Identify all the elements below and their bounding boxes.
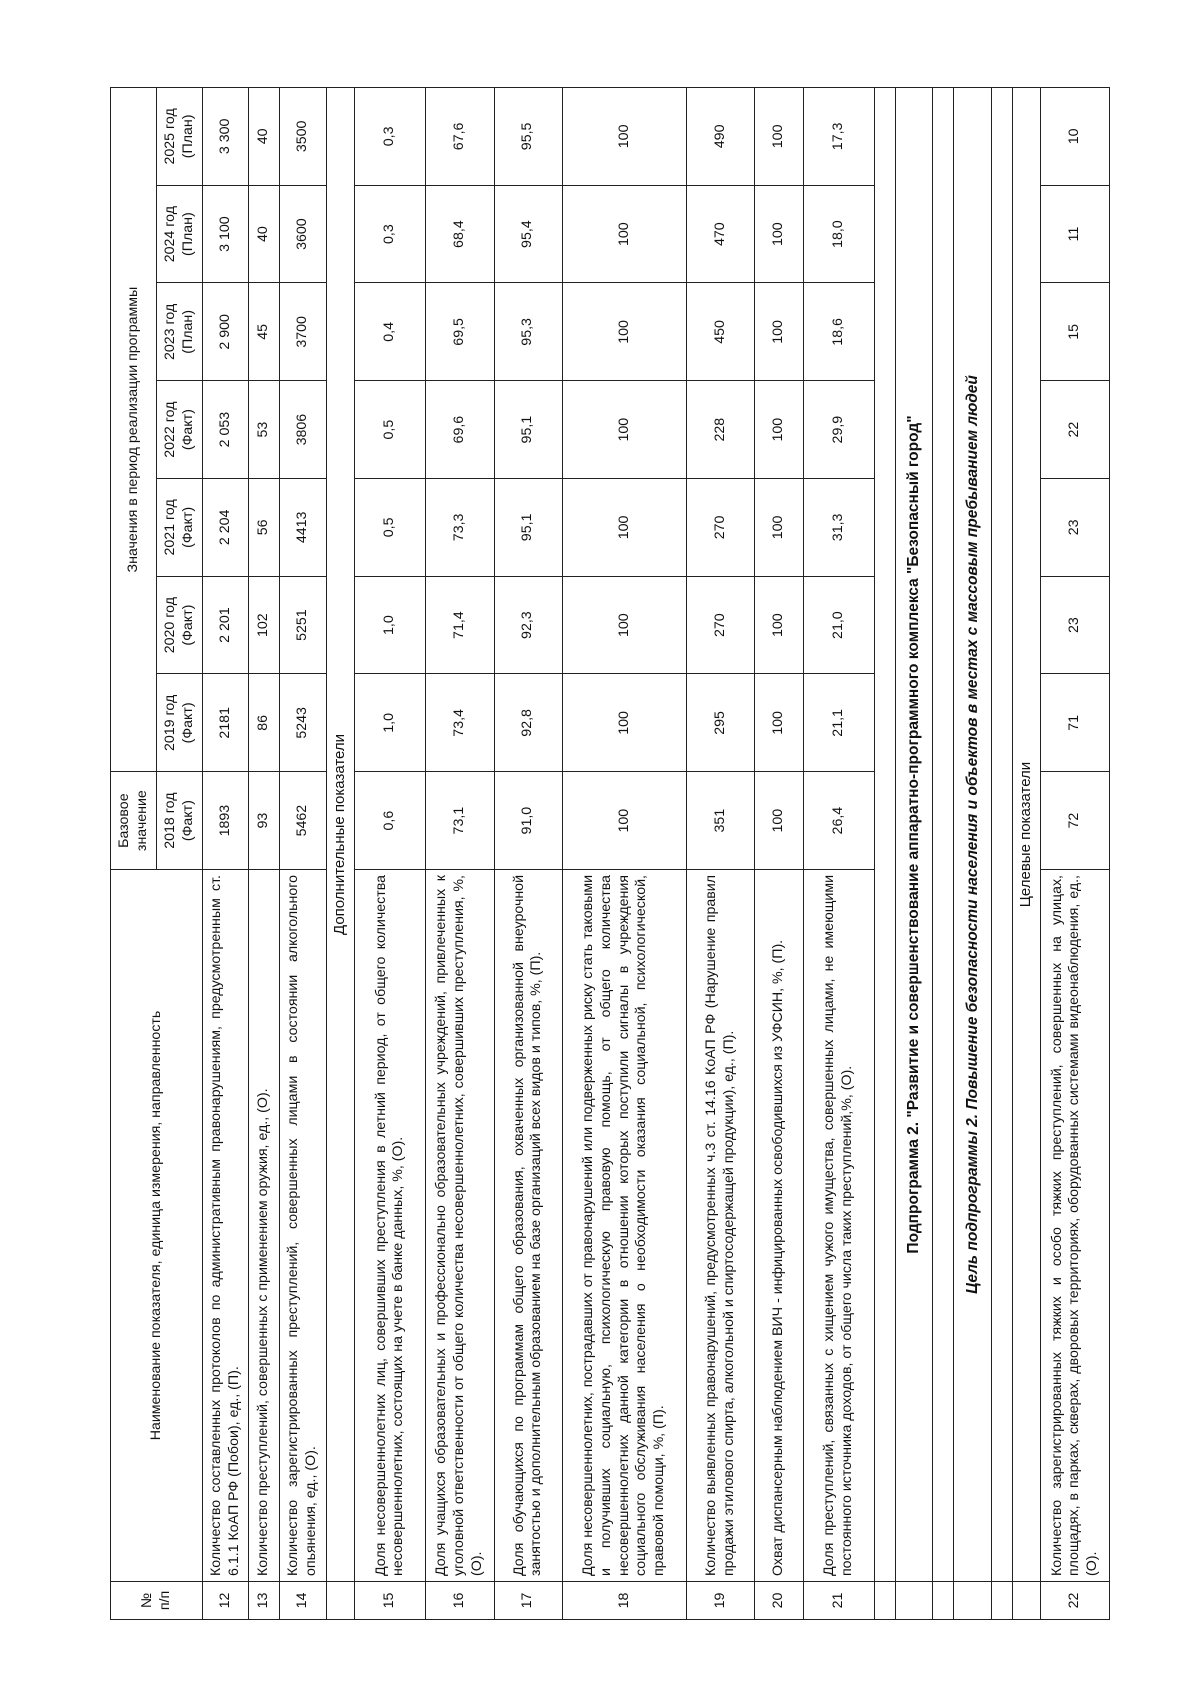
indicator-value: 95,5 [494, 87, 562, 185]
indicator-name: Доля несовершеннолетних лиц, совершивших преступления в летний период, от общего количества несовершеннолетних, состоящих на учете в банке данных, %, (О). [355, 870, 426, 1582]
indicator-value: 3600 [280, 185, 326, 283]
subprogram-goal: Цель подпрограммы 2. Повышение безопасности населения и объектов в местах с массовым пребыванием людей [954, 87, 992, 1581]
indicator-name: Количество зарегистрированных преступлений, совершенных лицами в состоянии алкогольного опьянения, ед., (О). [280, 870, 326, 1582]
indicator-value: 0,3 [355, 185, 426, 283]
row-number: 15 [355, 1582, 426, 1620]
indicator-value: 100 [755, 87, 804, 185]
indicator-value: 53 [249, 381, 280, 479]
section-title-additional-row [326, 87, 355, 1619]
indicator-value: 3 300 [203, 87, 249, 185]
indicator-value: 100 [563, 576, 687, 674]
table-row [1041, 87, 1110, 1619]
indicator-value: 2 053 [203, 381, 249, 479]
indicator-value: 0,3 [355, 87, 426, 185]
indicator-value: 10 [1041, 87, 1110, 185]
indicator-value: 0,5 [355, 479, 426, 577]
indicator-value: 95,1 [494, 381, 562, 479]
indicator-value: 93 [249, 772, 280, 870]
indicator-value: 95,1 [494, 479, 562, 577]
table-row [686, 87, 754, 1619]
table-row [426, 87, 494, 1619]
section-title-additional: Дополнительные показатели [326, 87, 355, 1581]
indicator-value: 270 [686, 479, 754, 577]
indicator-value: 0,6 [355, 772, 426, 870]
indicator-name: Охват диспансерным наблюдением ВИЧ - инфицированных освободившихся из УФСИН, %, (П). [755, 870, 804, 1582]
indicator-value: 102 [249, 576, 280, 674]
subprogram-title: Подпрограмма 2. "Развитие и совершенствование аппаратно-программного комплекса "Безопасный город" [895, 87, 933, 1581]
indicator-value: 4413 [280, 479, 326, 577]
indicator-value: 100 [563, 283, 687, 381]
indicator-value: 22 [1041, 381, 1110, 479]
indicator-value: 23 [1041, 479, 1110, 577]
indicator-value: 100 [755, 381, 804, 479]
indicator-value: 95,3 [494, 283, 562, 381]
indicator-value: 100 [563, 381, 687, 479]
spacer-row [933, 87, 954, 1619]
header-base-value: Базовое значение [111, 772, 157, 870]
indicator-value: 228 [686, 381, 754, 479]
rotated-page [110, 88, 1110, 1620]
row-number: 18 [563, 1582, 687, 1620]
row-number: 12 [203, 1582, 249, 1620]
header-year: 2022 год (Факт) [157, 381, 203, 479]
indicator-value: 73,1 [426, 772, 494, 870]
indicator-name: Количество выявленных правонарушений, предусмотренных ч.3 ст. 14.16 КоАП РФ (Нарушение правил продажи этилового спирта, алкогольной и спиртосодержащей продукции), ед., (П). [686, 870, 754, 1582]
section-title-target-row [1012, 87, 1041, 1619]
indicator-value: 351 [686, 772, 754, 870]
indicator-value: 1,0 [355, 576, 426, 674]
indicator-value: 72 [1041, 772, 1110, 870]
indicator-value: 69,5 [426, 283, 494, 381]
indicator-value: 18,6 [803, 283, 874, 381]
row-number: 17 [494, 1582, 562, 1620]
table-row [755, 87, 804, 1619]
indicator-value: 40 [249, 87, 280, 185]
table-row [563, 87, 687, 1619]
indicator-value: 295 [686, 674, 754, 772]
row-number: 20 [755, 1582, 804, 1620]
blank-cell [895, 1582, 933, 1620]
table-row [280, 87, 326, 1619]
header-num: № п/п [111, 1582, 203, 1620]
indicator-value: 86 [249, 674, 280, 772]
header-period-values: Значения в период реализации программы [111, 87, 157, 771]
indicator-value: 3 100 [203, 185, 249, 283]
indicator-value: 18,0 [803, 185, 874, 283]
header-year: 2024 год (План) [157, 185, 203, 283]
indicator-value: 100 [563, 185, 687, 283]
indicator-value: 45 [249, 283, 280, 381]
subprogram-goal-row [954, 87, 992, 1619]
indicator-value: 100 [755, 479, 804, 577]
indicator-value: 0,4 [355, 283, 426, 381]
indicator-value: 100 [563, 674, 687, 772]
indicator-value: 1893 [203, 772, 249, 870]
indicator-value: 17,3 [803, 87, 874, 185]
indicator-value: 100 [755, 283, 804, 381]
indicator-value: 15 [1041, 283, 1110, 381]
indicator-value: 71 [1041, 674, 1110, 772]
indicator-value: 100 [563, 87, 687, 185]
indicator-value: 91,0 [494, 772, 562, 870]
indicator-value: 1,0 [355, 674, 426, 772]
indicator-value: 5462 [280, 772, 326, 870]
spacer-row [991, 87, 1012, 1619]
indicator-value: 3700 [280, 283, 326, 381]
indicator-name: Доля обучающихся по программам общего образования, охваченных организованной внеурочной занятостью и дополнительным образованием на базе организаций всех видов и типов, %, (П). [494, 870, 562, 1582]
table-row [355, 87, 426, 1619]
indicator-value: 69,6 [426, 381, 494, 479]
header-year: 2019 год (Факт) [157, 674, 203, 772]
table-row [803, 87, 874, 1619]
subprogram-title-row [895, 87, 933, 1619]
indicator-name: Доля учащихся образовательных и профессионально образовательных учреждений, привлеченных к уголовной ответственности от общего количества несовершеннолетних, совершивших преступления, %, (О). [426, 870, 494, 1582]
indicator-value: 73,3 [426, 479, 494, 577]
indicator-value: 56 [249, 479, 280, 577]
indicator-value: 21,0 [803, 576, 874, 674]
indicator-value: 71,4 [426, 576, 494, 674]
indicator-value: 3500 [280, 87, 326, 185]
indicator-value: 95,4 [494, 185, 562, 283]
indicator-value: 0,5 [355, 381, 426, 479]
indicator-value: 450 [686, 283, 754, 381]
row-number: 13 [249, 1582, 280, 1620]
table-row [249, 87, 280, 1619]
indicator-value: 31,3 [803, 479, 874, 577]
indicator-value: 5251 [280, 576, 326, 674]
header-year: 2025 год (План) [157, 87, 203, 185]
indicator-value: 2 201 [203, 576, 249, 674]
indicator-value: 29,9 [803, 381, 874, 479]
header-name: Наименование показателя, единица измерения, направленность [111, 870, 203, 1582]
indicator-value: 2181 [203, 674, 249, 772]
indicator-value: 100 [563, 772, 687, 870]
indicator-value: 2 900 [203, 283, 249, 381]
indicator-value: 2 204 [203, 479, 249, 577]
indicator-value: 5243 [280, 674, 326, 772]
indicator-value: 100 [755, 185, 804, 283]
indicator-value: 3806 [280, 381, 326, 479]
indicator-name: Доля преступлений, связанных с хищением чужого имущества, совершенных лицами, не имеющими постоянного источника доходов, от общего числа таких преступлений,%, (О). [803, 870, 874, 1582]
indicator-value: 100 [755, 674, 804, 772]
indicator-name: Доля несовершеннолетних, пострадавших от правонарушений или подверженных риску стать таковыми и получивших социальную, психологическую правовую помощь, от общего количества несовершеннолетних данной категории в отношении которых поступили сигналы в учреждения социального обслуживания населения о необходимости оказания социальной, психологической, правовой помощи, %, (П). [563, 870, 687, 1582]
indicator-value: 11 [1041, 185, 1110, 283]
section-title-target: Целевые показатели [1012, 87, 1041, 1581]
header-year: 2020 год (Факт) [157, 576, 203, 674]
indicator-value: 67,6 [426, 87, 494, 185]
row-number: 21 [803, 1582, 874, 1620]
blank-cell [933, 1582, 954, 1620]
indicator-value: 73,4 [426, 674, 494, 772]
indicator-value: 100 [755, 576, 804, 674]
indicator-value: 92,3 [494, 576, 562, 674]
indicator-value: 100 [755, 772, 804, 870]
indicator-value: 40 [249, 185, 280, 283]
row-number: 14 [280, 1582, 326, 1620]
blank-cell [1012, 1582, 1041, 1620]
blank-cell [874, 87, 895, 1581]
row-number: 22 [1041, 1582, 1110, 1620]
blank-cell [326, 1582, 355, 1620]
blank-cell [991, 87, 1012, 1581]
indicator-value: 470 [686, 185, 754, 283]
blank-cell [933, 87, 954, 1581]
row-number: 16 [426, 1582, 494, 1620]
indicator-value: 68,4 [426, 185, 494, 283]
table-row [203, 87, 249, 1619]
indicator-value: 92,8 [494, 674, 562, 772]
spacer-row [874, 87, 895, 1619]
indicator-value: 26,4 [803, 772, 874, 870]
indicator-value: 490 [686, 87, 754, 185]
indicator-value: 23 [1041, 576, 1110, 674]
row-number: 19 [686, 1582, 754, 1620]
indicator-value: 270 [686, 576, 754, 674]
blank-cell [991, 1582, 1012, 1620]
indicator-value: 21,1 [803, 674, 874, 772]
indicator-name: Количество преступлений, совершенных с применением оружия, ед., (О). [249, 870, 280, 1582]
header-year: 2021 год (Факт) [157, 479, 203, 577]
indicator-value: 100 [563, 479, 687, 577]
table-row [494, 87, 562, 1619]
header-year: 2018 год (Факт) [157, 772, 203, 870]
blank-cell [874, 1582, 895, 1620]
indicators-table [110, 87, 1110, 1620]
header-year: 2023 год (План) [157, 283, 203, 381]
indicator-name: Количество составленных протоколов по административным правонарушениям, предусмотренным ст. 6.1.1 КоАП РФ (Побои), ед., (П). [203, 870, 249, 1582]
indicator-name: Количество зарегистрированных тяжких и особо тяжких преступлений, совершенных на улицах, площадях, в парках, скверах, дворовых территориях, оборудованных системами видеонаблюдения, ед., (О). [1041, 870, 1110, 1582]
blank-cell [954, 1582, 992, 1620]
